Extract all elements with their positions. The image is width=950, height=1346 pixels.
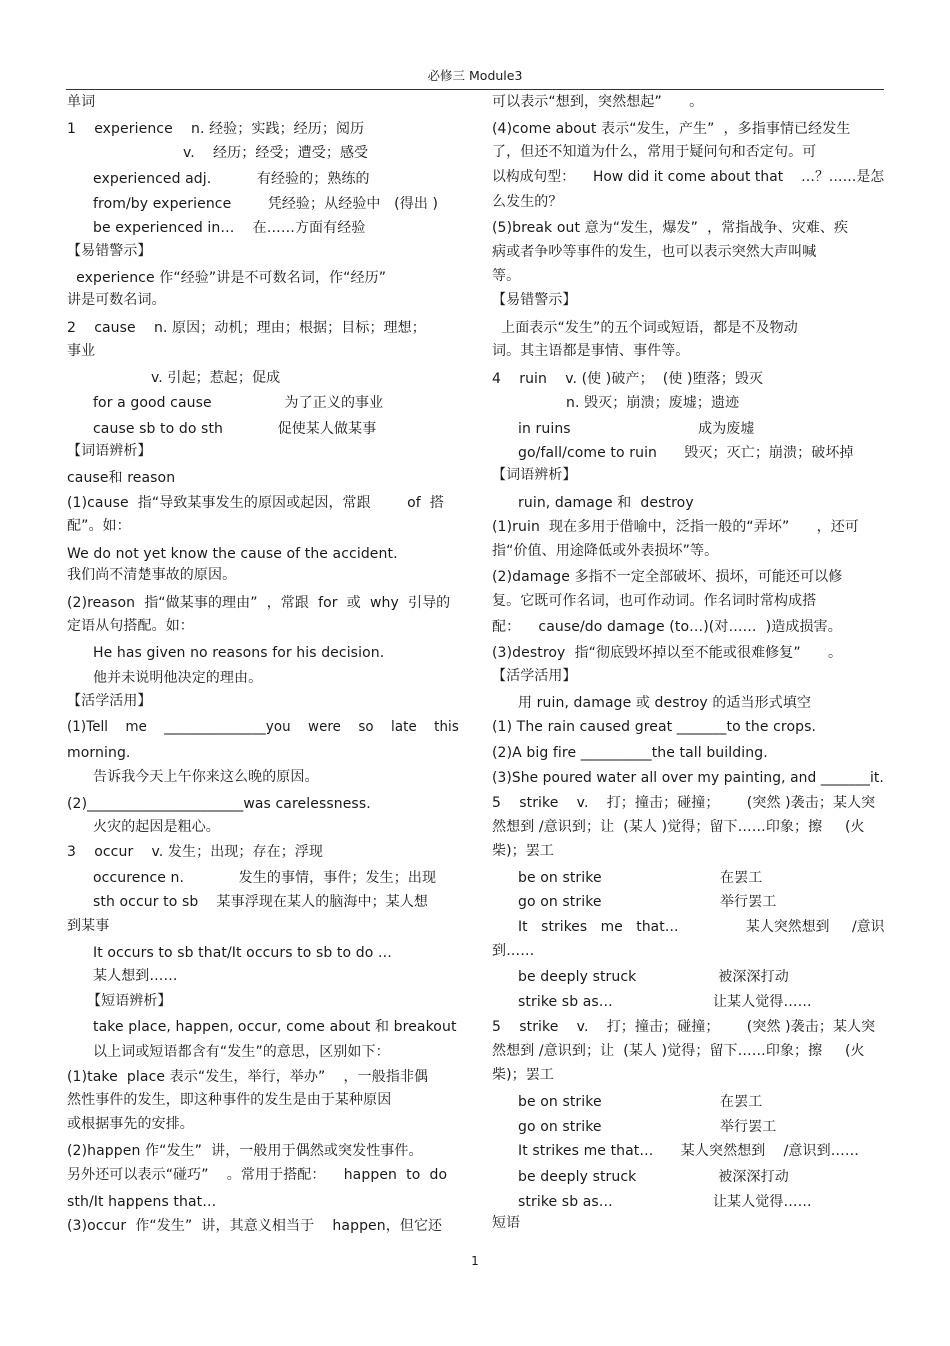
text-line: 上面表示“发生”的五个词或短语，都是不及物动 — [492, 320, 798, 336]
text-line: n. 毁灭；崩溃；废墟；遗迹 — [566, 395, 740, 411]
text-line: sth/It happens that… — [67, 1194, 217, 1210]
text-line: 3 occur v. 发生；出现；存在；浮现 — [67, 844, 323, 860]
text-line: It occurs to sb that/It occurs to sb to do … — [93, 945, 393, 961]
text-line: be on strike 在罢工 — [518, 1094, 763, 1110]
text-line: morning. — [67, 745, 131, 761]
text-line: v. 引起；惹起；促成 — [151, 370, 281, 386]
text-line: in ruins 成为废墟 — [518, 421, 755, 437]
text-line: 【词语辨析】 — [67, 443, 152, 459]
text-line: It strikes me that… 某人突然想到 /意识 — [518, 919, 885, 935]
text-line: 2 cause n. 原因；动机；理由；根据；目标；理想； — [67, 320, 426, 336]
text-line: take place, happen, occur, come about 和 breakout — [93, 1019, 457, 1035]
text-line: 讲是可数名词。 — [67, 292, 166, 308]
text-line: strike sb as… 让某人觉得…… — [518, 1194, 812, 1210]
text-line: 【活学活用】 — [492, 668, 577, 684]
text-line: go/fall/come to ruin 毁灭；灭亡；崩溃；破坏掉 — [518, 445, 854, 461]
text-line: 4 ruin v. (使 )破产； (使 )堕落；毁灭 — [492, 371, 764, 387]
text-line: (4)come about 表示“发生，产生” ，多指事情已经发生 — [492, 121, 851, 137]
text-line: (1)ruin 现在多用于借喻中，泛指一般的“弄坏” ，还可 — [492, 519, 859, 535]
text-line: (3)She poured water all over my painting, and _______it. — [492, 770, 884, 786]
text-line: It strikes me that… 某人突然想到 /意识到…… — [518, 1143, 859, 1159]
text-line: experience 作“经验”讲是不可数名词，作“经历” — [67, 270, 387, 286]
text-line: sth occur to sb 某事浮现在某人的脑海中；某人想 — [93, 894, 429, 910]
text-line: 【易错警示】 — [67, 243, 152, 259]
text-line: 柴)；罢工 — [492, 843, 554, 859]
text-line: 短语 — [492, 1215, 521, 1231]
text-line: (5)break out 意为“发生，爆发” ，常指战争、灾难、疾 — [492, 220, 849, 236]
text-line: He has given no reasons for his decision. — [93, 645, 385, 661]
text-line: 他并未说明他决定的理由。 — [93, 670, 263, 686]
text-line: v. 经历；经受；遭受；感受 — [183, 145, 369, 161]
text-line: strike sb as… 让某人觉得…… — [518, 994, 812, 1010]
text-line: 然想到 /意识到；让 (某人 )觉得；留下……印象；擦 (火 — [492, 819, 865, 835]
text-line: experienced adj. 有经验的；熟练的 — [93, 171, 370, 187]
text-line: (2)happen 作“发生” 讲，一般用于偶然或突发性事件。 — [67, 1143, 423, 1159]
text-line: (1)cause 指“导致某事发生的原因或起因，常跟 of 搭 — [67, 495, 445, 511]
text-line: 单词 — [67, 94, 96, 110]
text-line: cause sb to do sth 促使某人做某事 — [93, 421, 377, 437]
text-line: 5 strike v. 打；撞击；碰撞； (突然 )袭击；某人突 — [492, 1019, 876, 1035]
text-line: 可以表示“想到，突然想起” 。 — [492, 94, 704, 110]
text-line: be deeply struck 被深深打动 — [518, 1169, 789, 1185]
text-line: 然想到 /意识到；让 (某人 )觉得；留下……印象；擦 (火 — [492, 1043, 865, 1059]
page-header-title: 必修三 Module3 — [427, 68, 523, 83]
text-line: 【词语辨析】 — [492, 467, 577, 483]
page-number: 1 — [471, 1254, 479, 1268]
text-line: (3)occur 作“发生” 讲，其意义相当于 happen，但它还 — [67, 1218, 443, 1234]
text-line: 指“价值、用途降低或外表损坏”等。 — [492, 543, 719, 559]
text-line: from/by experience 凭经验；从经验中 (得出 ) — [93, 196, 439, 212]
text-line: cause和 reason — [67, 470, 176, 486]
text-line: be experienced in… 在……方面有经验 — [93, 220, 366, 236]
text-line: (2)reason 指“做某事的理由” ，常跟 for 或 why 引导的 — [67, 595, 451, 611]
text-line: (1)take place 表示“发生，举行，举办” ，一般指非偶 — [67, 1069, 429, 1085]
text-line: 5 strike v. 打；撞击；碰撞； (突然 )袭击；某人突 — [492, 795, 876, 811]
text-line: 【短语辨析】 — [87, 993, 172, 1009]
text-line: 定语从句搭配。如： — [67, 618, 194, 634]
text-line: We do not yet know the cause of the accident. — [67, 546, 398, 562]
text-line: 柴)；罢工 — [492, 1067, 554, 1083]
text-line: 以构成句型： How did it come about that …？……是怎 — [492, 169, 885, 185]
text-line: 复。它既可作名词，也可作动词。作名词时常构成搭 — [492, 593, 817, 609]
text-line: 然性事件的发生，即这种事件的发生是由于某种原因 — [67, 1092, 392, 1108]
text-line: 到…… — [492, 943, 535, 959]
text-line: (1) The rain caused great _______to the crops. — [492, 719, 817, 735]
text-line: 告诉我今天上午你来这么晚的原因。 — [93, 769, 319, 785]
text-line: 到某事 — [67, 918, 110, 934]
text-line: 火灾的起因是粗心。 — [93, 819, 220, 835]
text-line: 配”。如： — [67, 518, 131, 534]
text-line: 1 experience n. 经验；实践；经历；阅历 — [67, 121, 365, 137]
text-line: 事业 — [67, 343, 96, 359]
text-line: 配： cause/do damage (to…)(对…… )造成损害。 — [492, 619, 842, 635]
text-line: (3)destroy 指“彻底毁坏掉以至不能或很难修复” 。 — [492, 645, 843, 661]
header-rule — [66, 89, 884, 90]
text-line: 某人想到…… — [93, 968, 178, 984]
text-line: go on strike 举行罢工 — [518, 1119, 777, 1135]
text-line: 另外还可以表示“碰巧” 。常用于搭配： happen to do — [67, 1167, 448, 1183]
text-line: 等。 — [492, 268, 521, 284]
text-line: 【易错警示】 — [492, 292, 577, 308]
text-line: 【活学活用】 — [67, 693, 152, 709]
text-line: (2)______________________was carelessness. — [67, 796, 371, 812]
text-line: (1)Tell me _______________you were so late this — [67, 719, 459, 735]
text-line: 词。其主语都是事情、事件等。 — [492, 343, 690, 359]
text-line: (2)damage 多指不一定全部破坏、损坏，可能还可以修 — [492, 569, 843, 585]
text-line: (2)A big fire __________the tall building. — [492, 745, 768, 761]
text-line: occurence n. 发生的事情，事件；发生；出现 — [93, 870, 437, 886]
text-line: for a good cause 为了正义的事业 — [93, 395, 384, 411]
text-line: 用 ruin, damage 或 destroy 的适当形式填空 — [518, 695, 812, 711]
text-line: 么发生的？ — [492, 194, 563, 210]
text-line: 病或者争吵等事件的发生，也可以表示突然大声叫喊 — [492, 244, 817, 260]
text-line: be deeply struck 被深深打动 — [518, 969, 789, 985]
text-line: go on strike 举行罢工 — [518, 894, 777, 910]
text-line: 了，但还不知道为什么，常用于疑问句和否定句。可 — [492, 144, 817, 160]
text-line: 以上词或短语都含有“发生”的意思，区别如下： — [93, 1044, 390, 1060]
text-line: 我们尚不清楚事故的原因。 — [67, 567, 237, 583]
text-line: be on strike 在罢工 — [518, 870, 763, 886]
text-line: 或根据事先的安排。 — [67, 1116, 194, 1132]
text-line: ruin, damage 和 destroy — [518, 495, 694, 511]
